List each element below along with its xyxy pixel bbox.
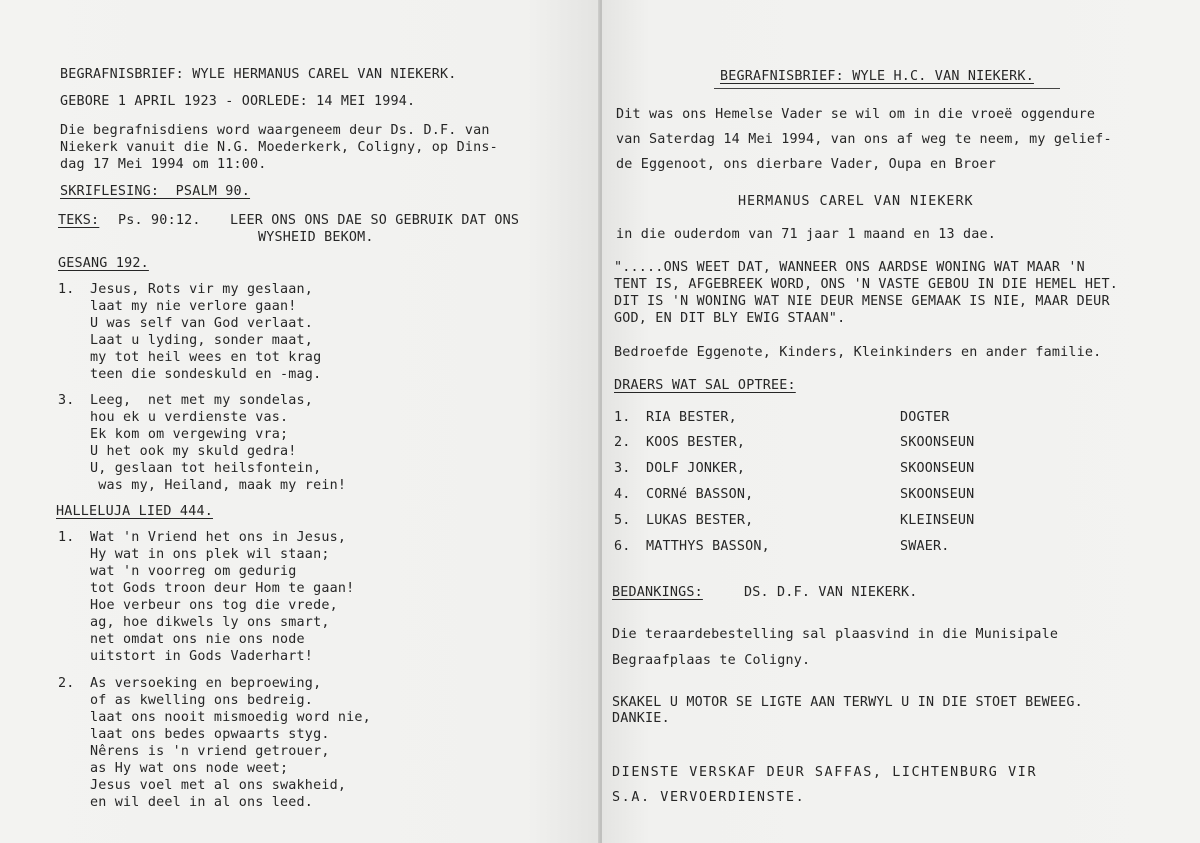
draer-number: 4. [614, 487, 631, 502]
draer-role: SWAER. [900, 539, 950, 554]
halleluja-heading: HALLELUJA LIED 444. [56, 504, 213, 519]
intro-line-1: Die begrafnisdiens word waargeneem deur Ds. D.F. van [60, 123, 490, 138]
right-title-rule [714, 88, 1060, 89]
announcement-line-1: Dit was ons Hemelse Vader se wil om in die vroeë oggendure [616, 107, 1096, 122]
gesang-v3-line: was my, Heiland, maak my rein! [90, 478, 347, 493]
gesang-v1-line: Laat u lyding, sonder maat, [90, 333, 314, 348]
lied-v1-line: tot Gods troon deur Hom te gaan! [90, 581, 355, 596]
burial-line-2: Begraafplaas te Coligny. [612, 653, 811, 668]
lights-line-2: DANKIE. [612, 711, 670, 726]
draer-number: 2. [614, 435, 631, 450]
gesang-v1-line: teen die sondeskuld en -mag. [90, 367, 322, 382]
scripture-quote-line: TENT IS, AFGEBREEK WORD, ONS 'N VASTE GEBOU IN DIE HEMEL HET. [614, 277, 1118, 292]
lied-v1-line: uitstort in Gods Vaderhart! [90, 649, 314, 664]
gesang-v1-line: laat my nie verlore gaan! [90, 299, 297, 314]
scripture-quote-line: ".....ONS WEET DAT, WANNEER ONS AARDSE WONING WAT MAAR 'N [614, 260, 1085, 275]
right-page [602, 0, 1200, 843]
draer-number: 5. [614, 513, 631, 528]
lied-v2-line: As versoeking en beproewing, [90, 676, 322, 691]
scripture-quote-line: DIT IS 'N WONING WAT NIE DEUR MENSE GEMAAK IS NIE, MAAR DEUR [614, 294, 1110, 309]
birth-death-dates: GEBORE 1 APRIL 1923 - OORLEDE: 14 MEI 1994. [60, 94, 416, 109]
skriflesing-heading: SKRIFLESING: PSALM 90. [60, 184, 251, 199]
burial-line-1: Die teraardebestelling sal plaasvind in die Munisipale [612, 627, 1059, 642]
draer-role: SKOONSEUN [900, 461, 975, 476]
gesang-v3-line: Ek kom om vergewing vra; [90, 427, 289, 442]
teks-line-1: LEER ONS ONS DAE SO GEBRUIK DAT ONS [230, 213, 520, 228]
intro-line-3: dag 17 Mei 1994 om 11:00. [60, 157, 267, 172]
draer-number: 1. [614, 410, 631, 425]
lied-v2-line: en wil deel in al ons leed. [90, 795, 314, 810]
lights-line-1: SKAKEL U MOTOR SE LIGTE AAN TERWYL U IN DIE STOET BEWEEG. [612, 695, 1083, 710]
teks-reference: Ps. 90:12. [118, 213, 201, 228]
draer-role: SKOONSEUN [900, 435, 975, 450]
draer-number: 3. [614, 461, 631, 476]
intro-line-2: Niekerk vanuit die N.G. Moederkerk, Coligny, op Dins- [60, 140, 498, 155]
lied-v1-line: Hy wat in ons plek wil staan; [90, 547, 330, 562]
draers-heading: DRAERS WAT SAL OPTREE: [614, 378, 796, 393]
lied-v1-line: wat 'n voorreg om gedurig [90, 564, 297, 579]
lied-v2-line: Jesus voel met al ons swakheid, [90, 778, 347, 793]
draer-name: KOOS BESTER, [646, 435, 746, 450]
services-line-1: DIENSTE VERSKAF DEUR SAFFAS, LICHTENBURG VIR [612, 765, 1038, 780]
lied-v2-line: Nêrens is 'n vriend getrouer, [90, 744, 330, 759]
draer-name: CORNé BASSON, [646, 487, 754, 502]
gesang-v3-line: U, geslaan tot heilsfontein, [90, 461, 322, 476]
draer-name: LUKAS BESTER, [646, 513, 754, 528]
teks-line-2: WYSHEID BEKOM. [258, 230, 374, 245]
lied-v2-line: of as kwelling ons bedreig. [90, 693, 314, 708]
gesang-v3-line: U het ook my skuld gedra! [90, 444, 297, 459]
lied-v2-line: laat ons bedes opwaarts styg. [90, 727, 330, 742]
scripture-quote-line: GOD, EN DIT BLY EWIG STAAN". [614, 311, 846, 326]
lied-v1-line: Hoe verbeur ons tog die vrede, [90, 598, 338, 613]
services-line-2: S.A. VERVOERDIENSTE. [612, 790, 806, 805]
lied-v2-line: as Hy wat ons node weet; [90, 761, 289, 776]
teks-label: TEKS: [58, 213, 100, 228]
draer-name: MATTHYS BASSON, [646, 539, 770, 554]
lied-v1-line: ag, hoe dikwels ly ons smart, [90, 615, 330, 630]
draer-name: RIA BESTER, [646, 410, 737, 425]
lied-v1-line: net omdat ons nie ons node [90, 632, 305, 647]
draer-role: SKOONSEUN [900, 487, 975, 502]
lied-verse-1-number: 1. [58, 530, 75, 545]
gesang-v1-line: my tot heil wees en tot krag [90, 350, 322, 365]
left-title: BEGRAFNISBRIEF: WYLE HERMANUS CAREL VAN NIEKERK. [60, 67, 457, 82]
lied-v2-line: laat ons nooit mismoedig word nie, [90, 710, 371, 725]
gesang-verse-1-number: 1. [58, 282, 75, 297]
gesang-v3-line: Leeg, net met my sondelas, [90, 393, 314, 408]
bedankings-label: BEDANKINGS: [612, 585, 703, 600]
announcement-line-2: van Saterdag 14 Mei 1994, van ons af weg te neem, my gelief- [616, 132, 1112, 147]
gesang-heading: GESANG 192. [58, 256, 149, 271]
gesang-verse-3-number: 3. [58, 393, 75, 408]
age-line: in die ouderdom van 71 jaar 1 maand en 13 dae. [616, 227, 997, 242]
lied-verse-2-number: 2. [58, 676, 75, 691]
draer-role: DOGTER [900, 410, 950, 425]
announcement-line-3: de Eggenoot, ons dierbare Vader, Oupa en Broer [616, 157, 997, 172]
gesang-v1-line: Jesus, Rots vir my geslaan, [90, 282, 314, 297]
bedankings-value: DS. D.F. VAN NIEKERK. [744, 585, 918, 600]
draer-number: 6. [614, 539, 631, 554]
draer-role: KLEINSEUN [900, 513, 975, 528]
gesang-v3-line: hou ek u verdienste vas. [90, 410, 289, 425]
mourners-line: Bedroefde Eggenote, Kinders, Kleinkinders en ander familie. [614, 345, 1102, 360]
draer-name: DOLF JONKER, [646, 461, 746, 476]
deceased-name: HERMANUS CAREL VAN NIEKERK [738, 194, 974, 209]
right-title: BEGRAFNISBRIEF: WYLE H.C. VAN NIEKERK. [720, 69, 1034, 84]
gesang-v1-line: U was self van God verlaat. [90, 316, 314, 331]
lied-v1-line: Wat 'n Vriend het ons in Jesus, [90, 530, 347, 545]
